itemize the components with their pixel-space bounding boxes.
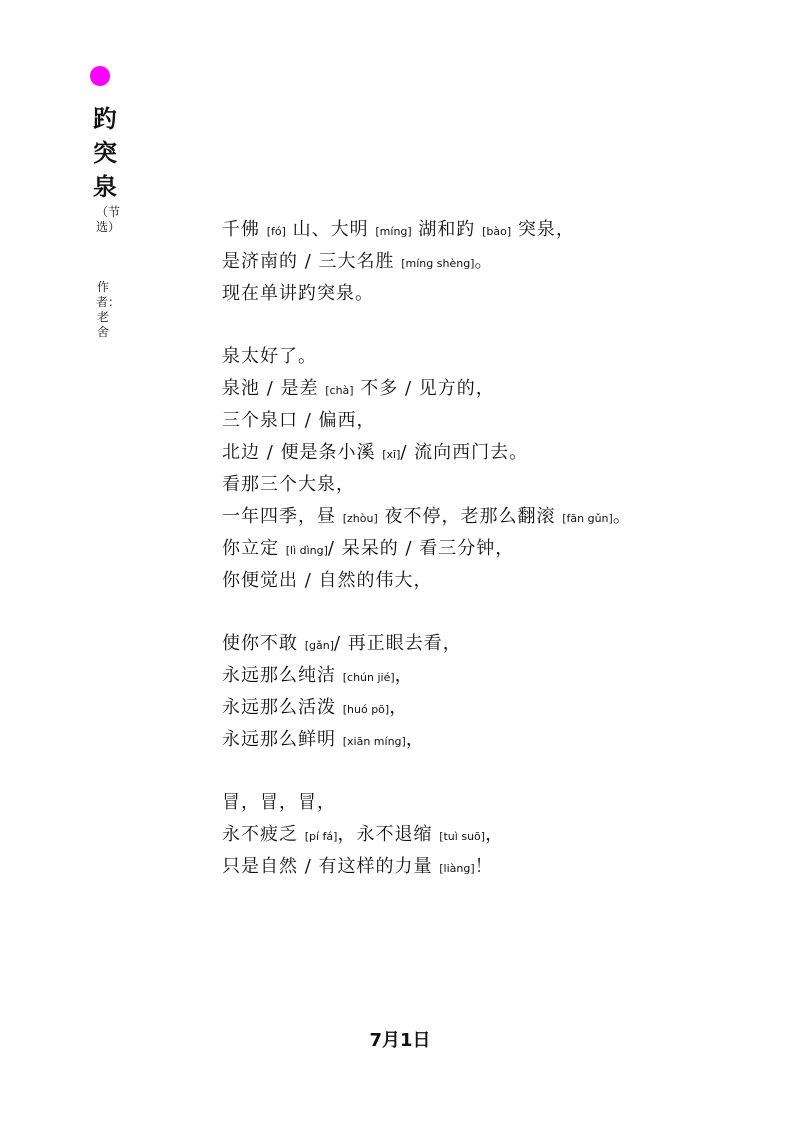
poem-body <box>222 214 762 914</box>
poem-line: 你便觉出 / 自然的伟大， <box>222 570 433 591</box>
poem-line: 使你不敢 [gǎn]/ 再正眼去看， <box>222 633 462 654</box>
poem-line: 是济南的 / 三大名胜 [míng shèng]。 <box>222 251 494 272</box>
poem-author: 作者：老舍 <box>96 280 121 339</box>
pink-dot-icon <box>90 66 110 86</box>
poem-line: 只是自然 / 有这样的力量 [liàng]！ <box>222 856 494 877</box>
stanza-3 <box>222 628 762 756</box>
poem-line: 泉池 / 是差 [chà] 不多 / 见方的， <box>222 378 495 399</box>
poem-line: 你立定 [lì dìng]/ 呆呆的 / 看三分钟， <box>222 538 515 559</box>
poem-line: 一年四季，昼 [zhòu] 夜不停，老那么翻滚 [fān gǔn]。 <box>222 506 632 527</box>
poem-line: 三个泉口 / 偏西， <box>222 410 376 431</box>
stanza-2 <box>222 341 762 597</box>
poem-line: 看那三个大泉， <box>222 474 355 495</box>
poem-line: 永远那么活泼 [huó pō]， <box>222 697 409 718</box>
poem-line: 现在单讲趵突泉。 <box>222 283 374 304</box>
poem-line: 千佛 [fó] 山、大明 [míng] 湖和趵 [bào] 突泉， <box>222 219 575 240</box>
poem-line: 永远那么纯洁 [chún jié]， <box>222 665 414 686</box>
poem-line: 北边 / 便是条小溪 [xī]/ 流向西门去。 <box>222 442 529 463</box>
footer-date: 7月1日 <box>369 1030 431 1051</box>
poem-subtitle: （节选） <box>96 205 121 234</box>
poem-line: 永不疲乏 [pí fá]，永不退缩 [tuì suō]， <box>222 824 505 845</box>
poem-line: 永远那么鲜明 [xiān míng]， <box>222 729 425 750</box>
poem-line: 泉太好了。 <box>222 346 317 367</box>
stanza-1 <box>222 214 762 310</box>
poem-line: 冒，冒，冒， <box>222 792 336 813</box>
stanza-4 <box>222 787 762 883</box>
poem-title: 趵突泉 <box>93 104 117 201</box>
